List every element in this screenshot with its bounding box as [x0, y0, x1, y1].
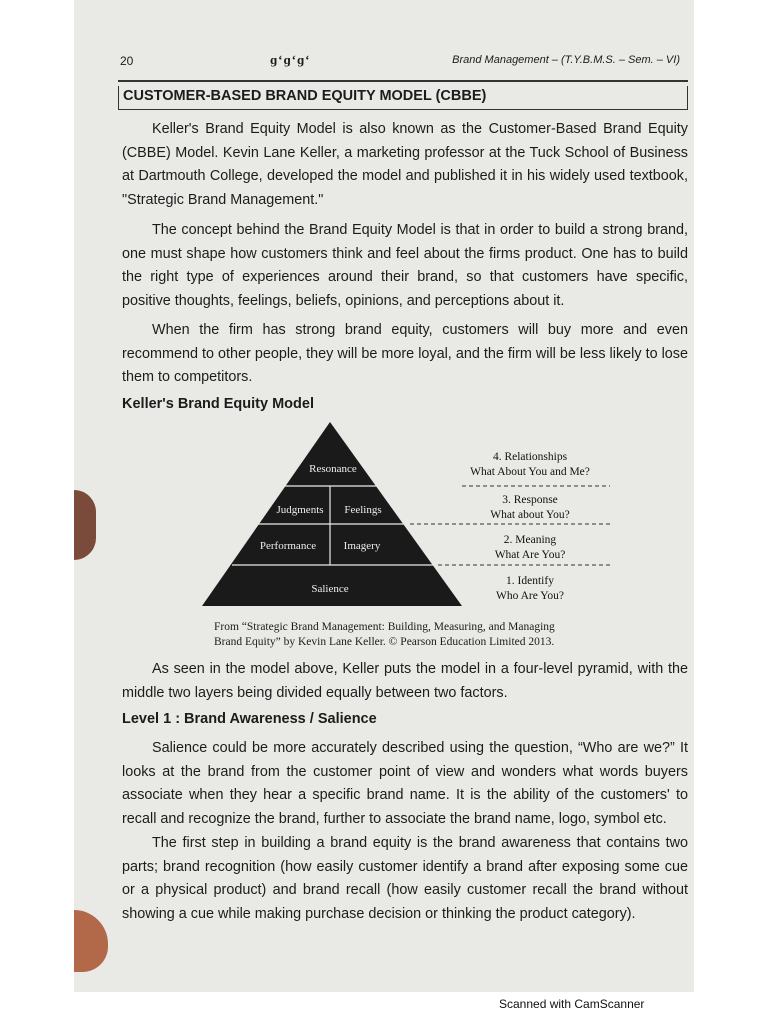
level-3-question: What about You? [490, 509, 570, 521]
level-4-question: What About You and Me? [470, 466, 590, 478]
header-rule [118, 80, 688, 82]
level-3-title: 3. Response [502, 494, 558, 506]
credit-line-1: From “Strategic Brand Management: Building, Measuring, and Managing [214, 621, 555, 633]
level-1-title: 1. Identify [506, 575, 554, 587]
pyramid-judgments: Judgments [276, 504, 324, 516]
publisher-logo: ɡʻɡʻɡʻ [270, 52, 311, 67]
level-1-heading: Level 1 : Brand Awareness / Salience [122, 711, 377, 727]
scanner-watermark: Scanned with CamScanner [499, 997, 645, 1011]
pyramid-shape [202, 422, 462, 606]
pyramid-salience: Salience [311, 583, 349, 595]
level-2-question: What Are You? [494, 549, 566, 561]
pyramid-resonance: Resonance [309, 463, 357, 475]
pyramid-feelings: Feelings [344, 504, 382, 516]
figure-credit [214, 620, 614, 650]
paragraph-2: The concept behind the Brand Equity Model is that in order to build a strong brand, one must shape how customers think and feel about the firms product. One has to build the right type of experiences around their brand, so that customers have specific, positive thoughts, feelings, beliefs, opinions, and perceptions about it. [122, 222, 688, 309]
pyramid-imagery: Imagery [343, 540, 381, 552]
level-1-question: Who Are You? [495, 590, 565, 602]
brand-equity-pyramid [190, 420, 620, 610]
paragraph-1: Keller's Brand Equity Model is also known as the Customer-Based Brand Equity (CBBE) Model. Kevin Lane Keller, a marketing professor at the Tuck School of Business at Dartmouth College, developed the model and published it in his widely used textbook, "Strategic Brand Management." [122, 121, 688, 208]
level-4-title: 4. Relationships [492, 451, 568, 463]
page-header [120, 54, 680, 74]
credit-line-2: Brand Equity” by Kevin Lane Keller. © Pearson Education Limited 2013. [214, 636, 555, 648]
level-1-paragraph-2: The first step in building a brand equity is the brand awareness that contains two parts; brand recognition (how easily customer identify a brand after exposing some cue or a physical product) and brand recall (how easily customer recall the brand without showing a cue while making purchase decision or thinking the product category). [122, 835, 688, 922]
paragraph-after-model: As seen in the model above, Keller puts the model in a four-level pyramid, with the middle two layers being divided equally between two factors. [122, 661, 688, 701]
section-title: CUSTOMER-BASED BRAND EQUITY MODEL (CBBE) [118, 86, 688, 110]
page-number: 20 [120, 54, 134, 68]
model-heading: Keller's Brand Equity Model [122, 396, 314, 412]
finger [74, 490, 96, 560]
level-1-paragraph-1: Salience could be more accurately described using the question, “Who are we?” It looks at the brand from the customer point of view and wonders what words buyers associate when they hear a specific brand name. It is the ability of the customers' to recall and recognize the brand, further to associate the brand name, logo, symbol etc. [122, 740, 688, 827]
paragraph-3: When the firm has strong brand equity, customers will buy more and even recommend to other people, they will be more loyal, and the firm will be less likely to lose them to competitors. [122, 322, 688, 385]
running-title: Brand Management – (T.Y.B.M.S. – Sem. – VI) [452, 54, 680, 66]
pyramid-performance: Performance [259, 540, 317, 552]
level-2-title: 2. Meaning [503, 534, 557, 546]
